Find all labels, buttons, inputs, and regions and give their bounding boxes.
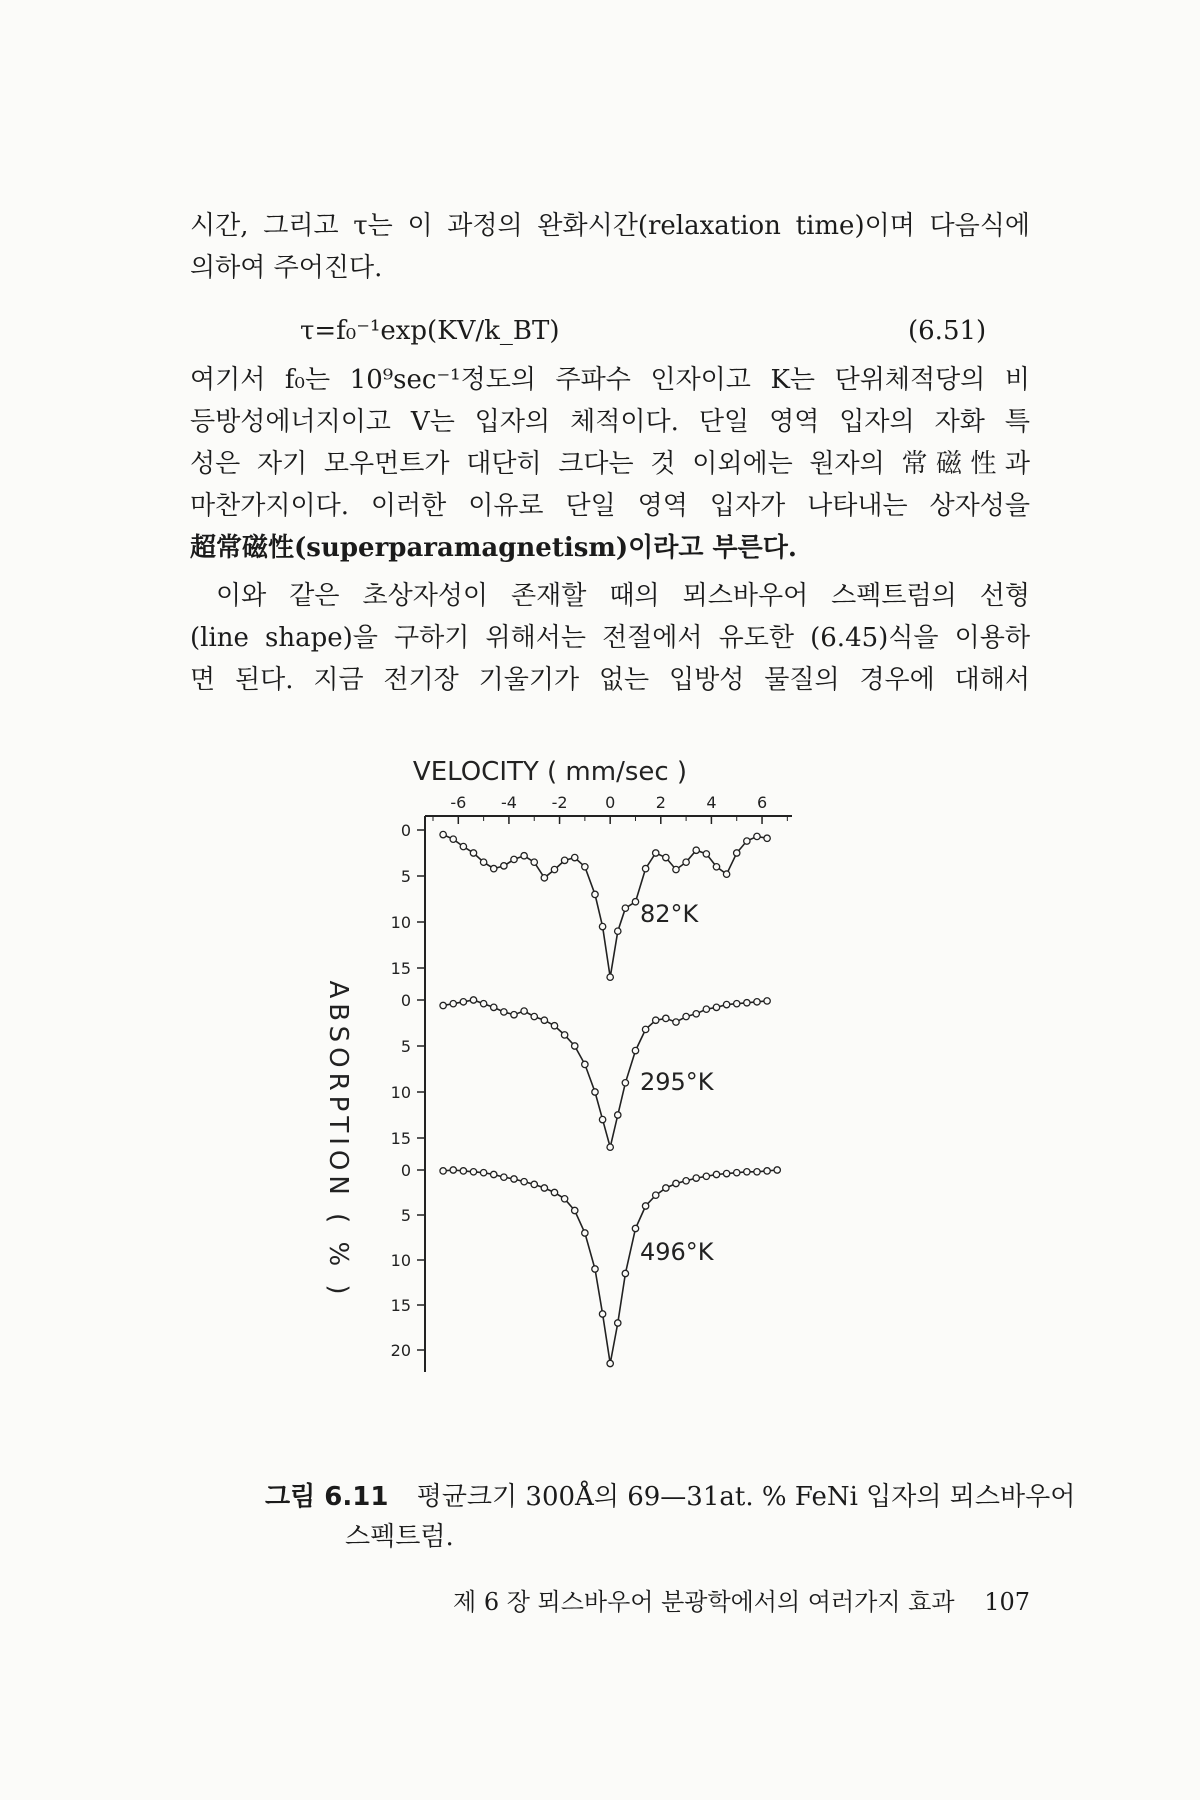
- data-point: [734, 850, 740, 856]
- x-tick-label: 6: [756, 793, 768, 812]
- data-point: [572, 854, 578, 860]
- data-point: [754, 999, 760, 1005]
- x-tick-label: 4: [706, 793, 717, 812]
- y-tick-label: 15: [390, 1296, 411, 1315]
- y-tick-label: 0: [400, 991, 411, 1010]
- data-point: [551, 866, 557, 872]
- data-point: [653, 1192, 659, 1198]
- page-number: 107: [984, 1588, 1030, 1616]
- data-point: [450, 836, 456, 842]
- data-point: [491, 1004, 497, 1010]
- data-point: [693, 847, 699, 853]
- fit-curve: [443, 1170, 777, 1364]
- data-point: [615, 1112, 621, 1118]
- data-point: [703, 1173, 709, 1179]
- data-point: [723, 1170, 729, 1176]
- data-point: [440, 831, 446, 837]
- data-point: [491, 1171, 497, 1177]
- data-point: [551, 1189, 557, 1195]
- fit-curve: [443, 1000, 767, 1147]
- data-point: [470, 997, 476, 1003]
- data-point: [764, 998, 770, 1004]
- figure-caption-line2: 스펙트럼.: [345, 1522, 454, 1552]
- data-point: [642, 1203, 648, 1209]
- data-point: [653, 850, 659, 856]
- data-point: [663, 854, 669, 860]
- data-point: [615, 928, 621, 934]
- y-tick-label: 10: [390, 913, 411, 932]
- data-point: [703, 1006, 709, 1012]
- data-point: [440, 1002, 446, 1008]
- data-point: [460, 1168, 466, 1174]
- data-point: [744, 1000, 750, 1006]
- data-point: [470, 850, 476, 856]
- data-point: [622, 1270, 628, 1276]
- data-point: [703, 851, 709, 857]
- data-point: [673, 866, 679, 872]
- x-tick-label: -4: [500, 793, 517, 812]
- data-point: [501, 863, 507, 869]
- data-point: [713, 1171, 719, 1177]
- data-point: [521, 853, 527, 859]
- temperature-label: 496°K: [640, 1238, 714, 1266]
- data-point: [713, 1004, 719, 1010]
- data-point: [511, 1012, 517, 1018]
- data-point: [642, 865, 648, 871]
- body-line-5: 성은 자기 모우먼트가 대단히 크다는 것 이외에는 원자의 常磁性과: [190, 449, 1030, 479]
- data-point: [521, 1179, 527, 1185]
- data-point: [521, 1008, 527, 1014]
- body-line-1: 시간, 그리고 τ는 이 과정의 완화시간(relaxation time)이며 다음식에: [190, 211, 1030, 241]
- data-point: [622, 1080, 628, 1086]
- figure-label: 그림 6.11: [265, 1482, 389, 1512]
- body-line-8: 이와 같은 초상자성이 존재할 때의 뫼스바우어 스펙트럼의 선형: [216, 581, 1030, 611]
- data-point: [501, 1009, 507, 1015]
- figure-caption-line1: 평균크기 300Å의 69—31at. % FeNi 입자의 뫼스바우어: [416, 1482, 1076, 1512]
- data-point: [723, 1001, 729, 1007]
- x-tick-label: -2: [551, 793, 568, 812]
- data-point: [764, 835, 770, 841]
- data-point: [541, 875, 547, 881]
- body-line-3: 여기서 f₀는 10⁹sec⁻¹정도의 주파수 인자이고 K는 단위체적당의 비: [190, 365, 1030, 395]
- data-point: [440, 1168, 446, 1174]
- data-point: [501, 1174, 507, 1180]
- data-point: [693, 1175, 699, 1181]
- temperature-label: 82°K: [640, 900, 699, 928]
- data-point: [551, 1023, 557, 1029]
- data-point: [599, 1116, 605, 1122]
- data-point: [632, 1047, 638, 1053]
- data-point: [754, 1169, 760, 1175]
- data-point: [734, 1000, 740, 1006]
- data-point: [744, 838, 750, 844]
- x-axis-label: VELOCITY ( mm/sec ): [412, 757, 688, 787]
- y-tick-label: 0: [400, 1161, 411, 1180]
- data-point: [450, 1167, 456, 1173]
- data-point: [491, 865, 497, 871]
- y-tick-label: 20: [390, 1341, 411, 1360]
- data-point: [673, 1019, 679, 1025]
- data-point: [723, 871, 729, 877]
- y-tick-label: 0: [400, 821, 411, 840]
- equation-number: (6.51): [908, 316, 987, 346]
- body-line-6: 마찬가지이다. 이러한 이유로 단일 영역 입자가 나타내는 상자성을: [190, 491, 1030, 521]
- data-point: [460, 843, 466, 849]
- data-point: [531, 1013, 537, 1019]
- data-point: [744, 1169, 750, 1175]
- data-point: [607, 974, 613, 980]
- data-point: [561, 1196, 567, 1202]
- data-point: [582, 1061, 588, 1067]
- data-point: [561, 857, 567, 863]
- temperature-label: 295°K: [640, 1068, 714, 1096]
- y-tick-label: 15: [390, 1129, 411, 1148]
- y-tick-label: 10: [390, 1251, 411, 1270]
- data-point: [673, 1180, 679, 1186]
- body-line-10: 면 된다. 지금 전기장 기울기가 없는 입방성 물질의 경우에 대해서: [190, 665, 1030, 695]
- data-point: [632, 899, 638, 905]
- data-point: [541, 1017, 547, 1023]
- data-point: [663, 1015, 669, 1021]
- data-point: [599, 923, 605, 929]
- data-point: [607, 1144, 613, 1150]
- running-footer: 제 6 장 뫼스바우어 분광학에서의 여러가지 효과: [453, 1588, 955, 1616]
- data-point: [460, 999, 466, 1005]
- data-point: [511, 1176, 517, 1182]
- data-point: [693, 1011, 699, 1017]
- data-point: [599, 1311, 605, 1317]
- body-line-9: (line shape)을 구하기 위해서는 전절에서 유도한 (6.45)식을 이용하: [190, 623, 1030, 653]
- data-point: [683, 1178, 689, 1184]
- data-point: [607, 1360, 613, 1366]
- mossbauer-spectrum-figure: [323, 740, 820, 1440]
- data-point: [572, 1207, 578, 1213]
- body-line-7: 超常磁性(superparamagnetism)이라고 부른다.: [190, 533, 797, 563]
- data-point: [663, 1185, 669, 1191]
- data-point: [450, 1000, 456, 1006]
- data-point: [683, 1013, 689, 1019]
- x-tick-label: 0: [605, 793, 616, 812]
- data-point: [592, 1266, 598, 1272]
- y-tick-label: 5: [400, 1037, 411, 1056]
- data-point: [754, 833, 760, 839]
- y-tick-label: 15: [390, 959, 411, 978]
- x-tick-label: -6: [450, 793, 467, 812]
- fit-curve: [443, 835, 767, 978]
- data-point: [470, 1169, 476, 1175]
- data-point: [683, 859, 689, 865]
- data-point: [480, 859, 486, 865]
- y-tick-label: 5: [400, 867, 411, 886]
- data-point: [592, 891, 598, 897]
- data-point: [480, 1170, 486, 1176]
- data-point: [764, 1168, 770, 1174]
- data-point: [713, 864, 719, 870]
- data-point: [615, 1320, 621, 1326]
- data-point: [531, 1181, 537, 1187]
- body-line-4: 등방성에너지이고 V는 입자의 체적이다. 단일 영역 입자의 자화 특: [190, 407, 1030, 437]
- data-point: [632, 1225, 638, 1231]
- data-point: [531, 859, 537, 865]
- data-point: [734, 1170, 740, 1176]
- data-point: [511, 856, 517, 862]
- equation: τ=f₀⁻¹exp(KV/k_BT): [300, 316, 560, 346]
- data-point: [642, 1026, 648, 1032]
- data-point: [541, 1185, 547, 1191]
- data-point: [774, 1167, 780, 1173]
- data-point: [592, 1089, 598, 1095]
- y-tick-label: 10: [390, 1083, 411, 1102]
- data-point: [582, 864, 588, 870]
- data-point: [653, 1017, 659, 1023]
- data-point: [561, 1032, 567, 1038]
- body-line-2: 의하여 주어진다.: [190, 253, 383, 283]
- y-axis-label: ABSORPTION ( % ): [323, 980, 353, 1300]
- data-point: [582, 1230, 588, 1236]
- y-tick-label: 5: [400, 1206, 411, 1225]
- data-point: [480, 1000, 486, 1006]
- data-point: [572, 1043, 578, 1049]
- x-tick-label: 2: [655, 793, 666, 812]
- data-point: [622, 905, 628, 911]
